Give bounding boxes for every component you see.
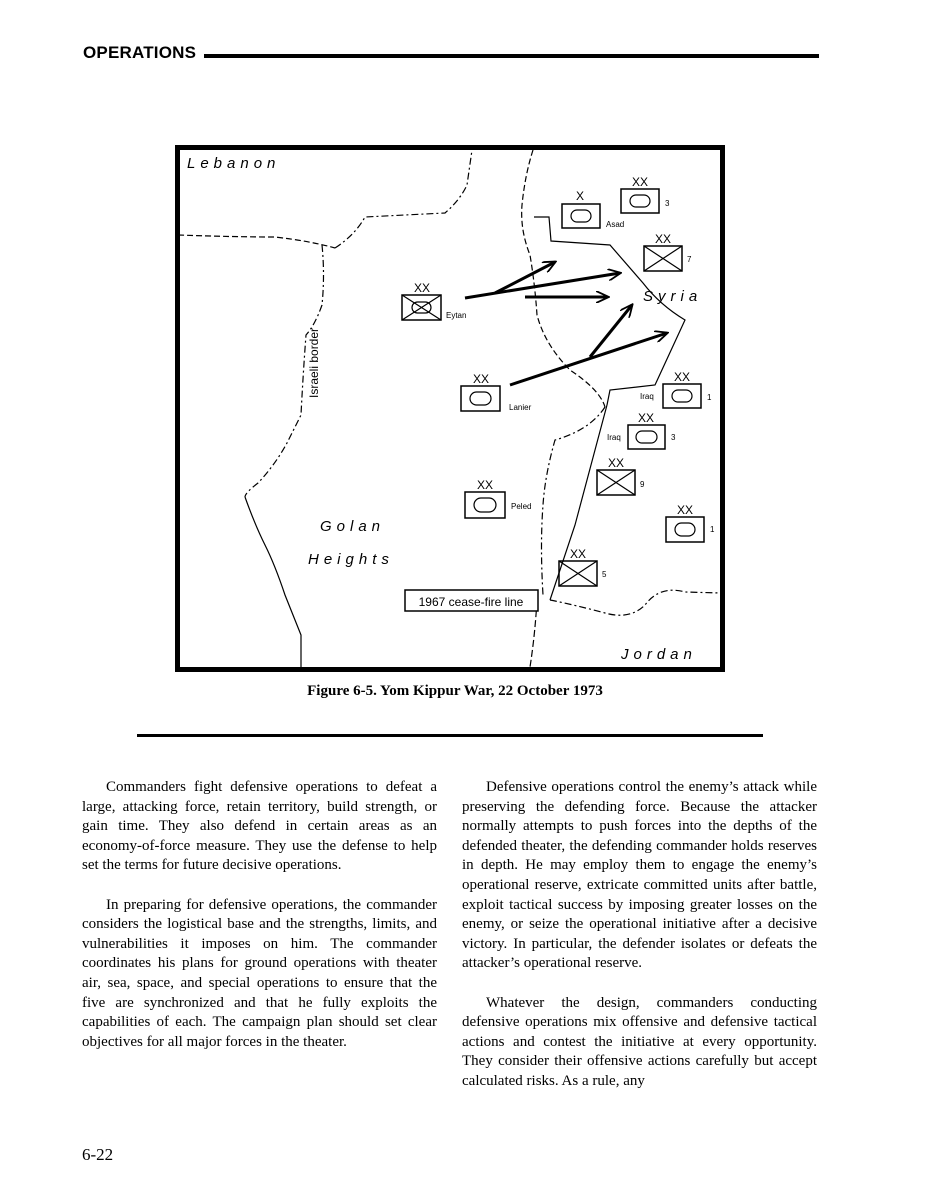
unit-number: 3 xyxy=(665,199,670,208)
paragraph: In preparing for defensive operations, the commander considers the logistical base and the strengths, limits, and vulnerabilities it imposes on him. The commander coordinates his plans for ground operations with theater air, sea, space, and special operations to ensure that the five are synchronized and that he fully exploits the capabilities of each. The campaign plan should set clear objectives for all major forces in the theater. xyxy=(82,896,437,1050)
figure-caption: Figure 6-5. Yom Kippur War, 22 October 1973 xyxy=(307,683,603,699)
unit-echelon: XX xyxy=(413,281,431,295)
label-ceasefire: 1967 cease-fire line xyxy=(418,595,524,609)
body-column-right xyxy=(462,778,817,1111)
unit-number: 7 xyxy=(687,255,692,264)
ceasefire-callout xyxy=(405,590,538,611)
paragraph: Whatever the design, commanders conducting defensive operations mix offensive and defensive tactical actions and contest the initiative at every opportunity. They consider their offensive actions carefully but accept calculated risks. As a rule, any xyxy=(462,994,817,1089)
unit-prefix: Iraq xyxy=(640,392,654,401)
unit-number: 3 xyxy=(671,433,676,442)
label-syria: Syria xyxy=(643,288,703,305)
unit-echelon: XX xyxy=(569,547,587,561)
unit-name: Asad xyxy=(606,220,625,229)
map-svg xyxy=(175,145,725,672)
unit-name: Lanier xyxy=(509,403,532,412)
page-number: 6-22 xyxy=(82,1145,114,1164)
section-title: OPERATIONS xyxy=(83,43,197,62)
unit-number: 9 xyxy=(640,480,645,489)
unit-echelon: XX xyxy=(476,478,494,492)
unit-echelon: XX xyxy=(673,370,691,384)
unit-name: Eytan xyxy=(446,311,467,320)
label-israeli-border: Israeli border xyxy=(307,327,321,398)
label-lebanon: Lebanon xyxy=(187,155,281,172)
page-header xyxy=(83,42,819,64)
label-heights: Heights xyxy=(308,551,394,568)
unit-number: 5 xyxy=(602,570,607,579)
header-rule xyxy=(204,54,819,58)
unit-echelon: XX xyxy=(676,503,694,517)
paragraph: Commanders fight defensive operations to defeat a large, attacking force, retain territory, build strength, or gain time. They also defend in certain areas as an economy-of-force measure. They use the defense to help set the terms for future decisive operations. xyxy=(82,779,437,874)
unit-prefix: Iraq xyxy=(607,433,621,442)
unit-number: 1 xyxy=(710,525,715,534)
unit-echelon: XX xyxy=(631,175,649,189)
unit-echelon: XX xyxy=(654,232,672,246)
paragraph: Defensive operations control the enemy’s attack while preserving the defending force. Because the attacker normally attempts to push forces into the depths of the defended theater, the defending commander holds reserves in depth. He may employ them to engage the enemy’s operational reserve, extricate committed units after battle, exploit tactical success by imposing greater losses on the enemy, or seize the operational initiative after a decisive victory. In particular, the defender isolates or defeats the attacker’s operational reserve. xyxy=(462,779,817,972)
label-jordan: Jordan xyxy=(621,646,697,663)
unit-echelon: XX xyxy=(607,456,625,470)
figure-map xyxy=(175,145,725,672)
body-column-left xyxy=(82,778,437,1072)
caption-rule xyxy=(137,734,763,737)
unit-name: Peled xyxy=(511,502,532,511)
unit-echelon: XX xyxy=(472,372,490,386)
label-golan: Golan xyxy=(320,518,386,535)
unit-echelon: XX xyxy=(637,411,655,425)
unit-number: 1 xyxy=(707,393,712,402)
unit-echelon: X xyxy=(575,189,585,203)
